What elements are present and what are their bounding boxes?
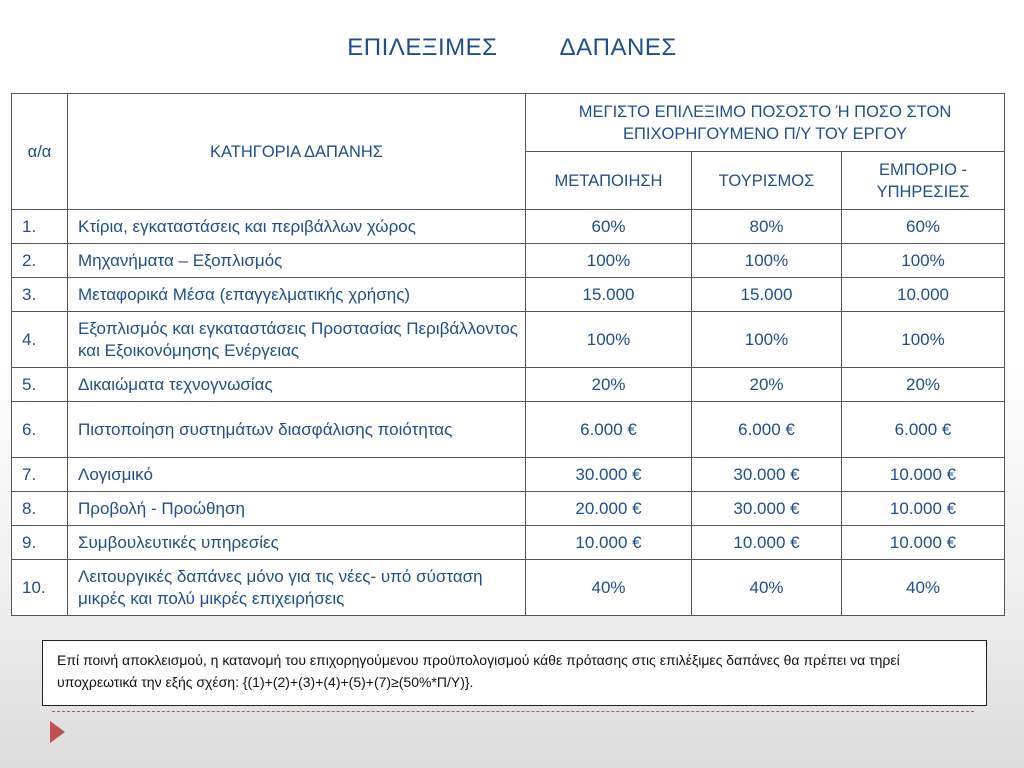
row-category: Πιστοποίηση συστημάτων διασφάλισης ποιότητας (68, 402, 526, 458)
header-col1: ΜΕΤΑΠΟΙΗΣΗ (526, 152, 692, 210)
row-category: Λογισμικό (68, 458, 526, 492)
row-value-col1: 100% (526, 312, 692, 368)
row-category: Δικαιώματα τεχνογνωσίας (68, 368, 526, 402)
row-value-col2: 100% (692, 312, 842, 368)
row-number: 9. (12, 526, 68, 560)
row-value-col2: 15.000 (692, 278, 842, 312)
row-value-col2: 6.000 € (692, 402, 842, 458)
row-number: 7. (12, 458, 68, 492)
table-row (12, 312, 1005, 368)
row-value-col2: 40% (692, 560, 842, 616)
row-number: 6. (12, 402, 68, 458)
row-category: Μεταφορικά Μέσα (επαγγελματικής χρήσης) (68, 278, 526, 312)
row-value-col3: 10.000 (842, 278, 1005, 312)
row-value-col1: 20.000 € (526, 492, 692, 526)
row-value-col2: 20% (692, 368, 842, 402)
row-value-col3: 10.000 € (842, 526, 1005, 560)
header-col2: ΤΟΥΡΙΣΜΟΣ (692, 152, 842, 210)
table-row (12, 368, 1005, 402)
header-group: ΜΕΓΙΣΤΟ ΕΠΙΛΕΞΙΜΟ ΠΟΣΟΣΤΟ Ή ΠΟΣΟ ΣΤΟΝ ΕΠΙΧΟΡΗΓΟΥΜΕΝΟ Π/Υ ΤΟΥ ΕΡΓΟΥ (526, 94, 1005, 152)
row-number: 8. (12, 492, 68, 526)
row-category: Εξοπλισμός και εγκαταστάσεις Προστασίας Περιβάλλοντος και Εξοικονόμησης Ενέργειας (68, 312, 526, 368)
header-aa: α/α (12, 94, 68, 210)
row-number: 10. (12, 560, 68, 616)
row-value-col1: 10.000 € (526, 526, 692, 560)
header-category: ΚΑΤΗΓΟΡΙΑ ΔΑΠΑΝΗΣ (68, 94, 526, 210)
row-value-col2: 100% (692, 244, 842, 278)
row-value-col3: 20% (842, 368, 1005, 402)
row-category: Μηχανήματα – Εξοπλισμός (68, 244, 526, 278)
row-value-col1: 40% (526, 560, 692, 616)
row-value-col1: 100% (526, 244, 692, 278)
slide-title: ΕΠΙΛΕΞΙΜΕΣ ΔΑΠΑΝΕΣ (347, 34, 677, 61)
row-value-col3: 100% (842, 312, 1005, 368)
row-number: 1. (12, 210, 68, 244)
table-row (12, 492, 1005, 526)
row-value-col2: 30.000 € (692, 492, 842, 526)
table-row (12, 244, 1005, 278)
row-value-col1: 30.000 € (526, 458, 692, 492)
dashed-divider (52, 711, 974, 712)
row-category: Προβολή - Προώθηση (68, 492, 526, 526)
table-row (12, 560, 1005, 616)
row-value-col1: 15.000 (526, 278, 692, 312)
row-value-col3: 6.000 € (842, 402, 1005, 458)
row-value-col1: 20% (526, 368, 692, 402)
row-value-col3: 40% (842, 560, 1005, 616)
row-value-col2: 30.000 € (692, 458, 842, 492)
note-box: Επί ποινή αποκλεισμού, η κατανομή του επιχορηγούμενου προϋπολογισμού κάθε πρότασης στις επιλέξιμες δαπάνες θα πρέπει να τηρεί υποχρεωτικά την εξής σχέση: {(1)+(2)+(3)+(4)+(5)+(7)≥(50%*Π/Υ)}. (42, 640, 987, 706)
row-value-col3: 60% (842, 210, 1005, 244)
row-value-col2: 10.000 € (692, 526, 842, 560)
row-number: 4. (12, 312, 68, 368)
expenses-table-container (11, 93, 1004, 616)
row-category: Συμβουλευτικές υπηρεσίες (68, 526, 526, 560)
row-number: 2. (12, 244, 68, 278)
row-value-col3: 10.000 € (842, 492, 1005, 526)
table-row (12, 278, 1005, 312)
row-value-col1: 60% (526, 210, 692, 244)
row-value-col1: 6.000 € (526, 402, 692, 458)
row-category: Λειτουργικές δαπάνες μόνο για τις νέες- υπό σύσταση μικρές και πολύ μικρές επιχειρήσεις (68, 560, 526, 616)
row-category: Κτίρια, εγκαταστάσεις και περιβάλλων χώρος (68, 210, 526, 244)
row-value-col2: 80% (692, 210, 842, 244)
row-value-col3: 100% (842, 244, 1005, 278)
table-row (12, 210, 1005, 244)
table-row (12, 526, 1005, 560)
table-row (12, 402, 1005, 458)
triangle-arrow-icon (50, 721, 65, 743)
table-row (12, 458, 1005, 492)
header-col3: ΕΜΠΟΡΙΟ - ΥΠΗΡΕΣΙΕΣ (842, 152, 1005, 210)
row-number: 5. (12, 368, 68, 402)
expenses-table (11, 93, 1005, 616)
table-header-row (12, 94, 1005, 152)
row-number: 3. (12, 278, 68, 312)
row-value-col3: 10.000 € (842, 458, 1005, 492)
